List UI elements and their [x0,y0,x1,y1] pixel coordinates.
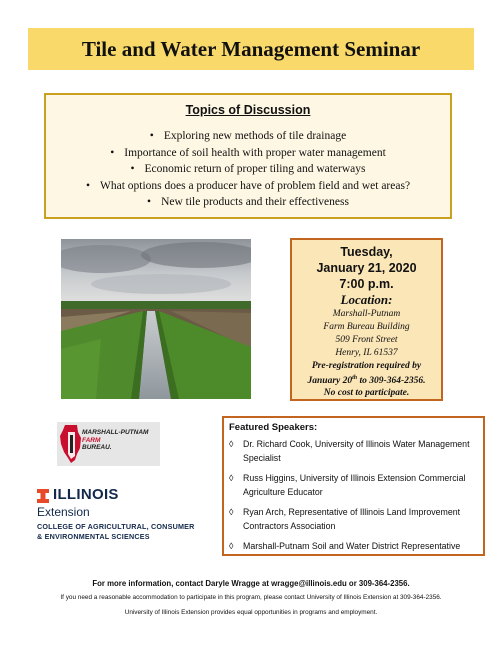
address-line: Marshall-Putnam [332,309,401,319]
diamond-bullet-icon: ◊ [229,507,234,517]
speakers-list [229,437,477,559]
speaker-item [229,539,477,553]
block-i-icon [37,489,49,503]
illinois-extension-logo [37,486,217,549]
speaker-item [229,505,477,533]
prereg-phone: to 309-364-2356. [357,376,426,387]
topics-heading: Topics of Discussion [185,103,311,117]
location-label: Location: [340,292,393,307]
speaker-item [229,471,477,499]
farm-bureau-line: FARM [82,436,101,444]
farm-bureau-line: BUREAU. [82,444,112,451]
topics-list [46,128,450,211]
address-line: 509 Front Street [335,335,398,345]
speaker-item [229,437,477,465]
title-banner [28,28,474,70]
topic-item: • Exploring new methods of tile drainage [46,128,450,145]
college-name [37,522,195,542]
contact-info: For more information, contact Daryle Wragge at wragge@illinois.edu or 309-364-2356. [92,579,410,588]
event-day: Tuesday, [340,245,393,259]
speakers-box [222,416,485,556]
topic-item: • New tile products and their effectiveness [46,194,450,211]
drainage-ditch-photo [61,239,251,399]
farm-bureau-logo [57,422,160,466]
topics-box [44,93,452,219]
prereg-line: Pre-registration required by [311,361,422,371]
speaker-text: Ryan Arch, Representative of Illinois Land Improvement Contractors Association [243,507,461,531]
college-line: & ENVIRONMENTAL SCIENCES [37,532,150,541]
event-address [292,308,441,360]
illinois-state-icon [59,424,83,464]
diamond-bullet-icon: ◊ [229,473,234,483]
address-line: Farm Bureau Building [323,322,410,332]
event-date: January 21, 2020 [316,261,417,275]
topic-item: • Importance of soil health with proper water management [46,145,450,162]
page-title: Tile and Water Management Seminar [81,36,421,61]
speaker-text: Marshall-Putnam Soil and Water District Representative [243,541,461,551]
diamond-bullet-icon: ◊ [229,541,234,551]
accommodation-note: If you need a reasonable accommodation to participate in this program, please contact University of Illinois Extension at 309-364-2356. [60,594,442,601]
topic-item: • Economic return of proper tiling and waterways [46,161,450,178]
speaker-text: Russ Higgins, University of Illinois Extension Commercial Agriculture Educator [243,473,466,497]
speaker-text: Dr. Richard Cook, University of Illinois Water Management Specialist [243,439,470,463]
prereg-line: No cost to participate. [323,388,410,399]
address-line: Henry, IL 61537 [335,348,398,358]
farm-bureau-text [82,429,148,452]
prereg-line [292,372,441,387]
footer [0,579,502,616]
prereg-date-suffix: th [352,375,358,381]
illinois-wordmark: ILLINOIS [53,486,119,503]
topic-item: • What options does a producer have of problem field and wet areas? [46,178,450,195]
equal-opportunity-note: University of Illinois Extension provides equal opportunities in programs and employment. [124,609,378,616]
event-time: 7:00 p.m. [339,277,394,291]
diamond-bullet-icon: ◊ [229,439,234,449]
preregistration-note [292,360,441,399]
prereg-date: January 20 [307,376,353,387]
college-line: COLLEGE OF AGRICULTURAL, CONSUMER [37,522,195,531]
farm-bureau-line: MARSHALL-PUTNAM [82,429,149,436]
event-details-box [290,238,443,401]
speakers-heading: Featured Speakers: [229,422,318,433]
extension-wordmark: Extension [37,505,90,519]
